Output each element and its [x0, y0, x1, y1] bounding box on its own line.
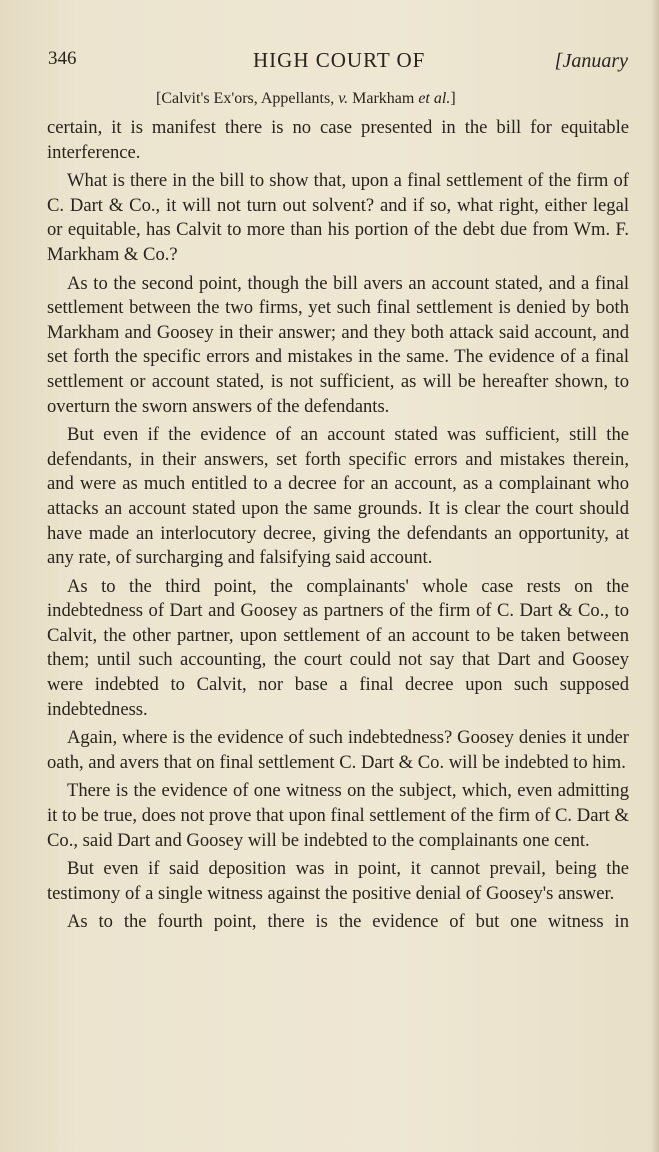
page-number: 346: [48, 48, 77, 69]
body-text: [47, 116, 629, 939]
running-head: [48, 48, 632, 78]
paragraph-continuation: certain, it is manifest there is no case presented in the bill for equitable interference.: [47, 117, 629, 163]
paragraph: Again, where is the evidence of such indebtedness? Goosey denies it under oath, and avers that on final settlement C. Dart & Co. will be indebted to him.: [47, 727, 629, 773]
case-caption: [156, 90, 456, 108]
caption-versus: v.: [338, 90, 349, 107]
paragraph: But even if said deposition was in point, it cannot prevail, being the testimony of a single witness against the positive denial of Goosey's answer.: [47, 858, 629, 904]
paragraph: But even if the evidence of an account stated was sufficient, still the defendants, in their answers, set forth specific errors and mistakes therein, and were as much entitled to a decree for an account, as a complainant who attacks an account stated upon the same grounds. It is clear the court should have made an interlocutory decree, giving the defendants an opportunity, at any rate, of surcharging and falsifying said account.: [47, 424, 629, 569]
running-date: [January: [554, 50, 628, 72]
caption-close: ]: [450, 90, 456, 107]
running-title: HIGH COURT OF: [253, 48, 426, 72]
caption-open: [Calvit's Ex'ors, Appellants,: [156, 90, 339, 107]
paragraph: What is there in the bill to show that, upon a final settlement of the firm of C. Dart & Co., it will not turn out solvent? and if so, what right, either legal or equitable, has Calvit to more than his portion of the debt due from Wm. F. Markham & Co.?: [47, 170, 629, 265]
paragraph: There is the evidence of one witness on the subject, which, even admitting it to be true, does not prove that upon final settlement of the firm of C. Dart & Co., said Dart and Goosey will be indebted to the complainants one cent.: [47, 780, 629, 851]
paragraph: As to the second point, though the bill avers an account stated, and a final settlement between the two firms, yet such final settlement is denied by both Markham and Goosey in their answer; and they both attack said account, and set forth the specific errors and mistakes in the same. The evidence of a final settlement or account stated, is not sufficient, as will be hereafter shown, to overturn the sworn answers of the defendants.: [47, 272, 629, 417]
paragraph-continues: As to the fourth point, there is the evidence of but one witness in: [67, 911, 629, 933]
page-edge-shadow: [651, 0, 659, 1152]
caption-et-al: et al.: [418, 90, 451, 107]
caption-mid: Markham: [348, 90, 419, 107]
paragraph: As to the third point, the complainants' whole case rests on the indebtedness of Dart and Goosey as partners of the firm of C. Dart & Co., to Calvit, the other partner, upon settlement of an account to be taken between them; until such accounting, the court could not say that Dart and Goosey were indebted to Calvit, nor base a final decree upon such supposed indebtedness.: [47, 575, 629, 720]
